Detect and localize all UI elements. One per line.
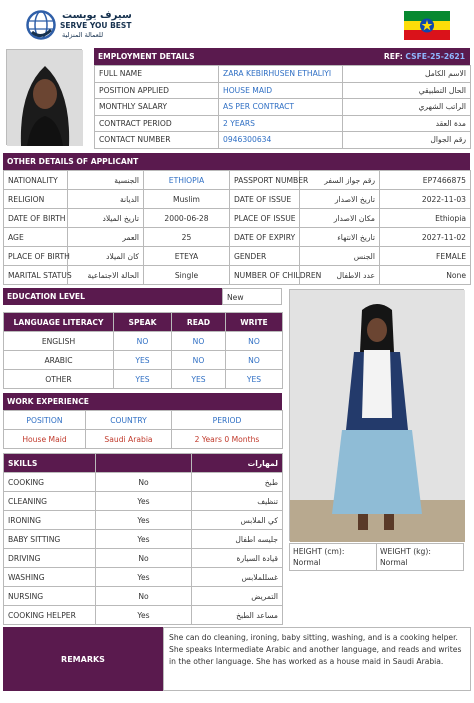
employment-label: POSITION APPLIED [95, 82, 219, 99]
skill-row [4, 549, 283, 568]
education-level-header [3, 288, 222, 305]
applicant-portrait-photo [6, 49, 82, 145]
other-details-row [4, 190, 471, 209]
language-literacy-table [3, 312, 283, 389]
skill-name: IRONING [4, 511, 96, 530]
work-experience-table [3, 410, 283, 449]
detail-label-arabic: تاريخ الميلاد [68, 209, 144, 228]
ref-label: REF: [383, 52, 403, 61]
employment-row [95, 115, 471, 132]
detail-value: Single [144, 266, 230, 285]
other-details-title: OTHER DETAILS OF APPLICANT [7, 157, 139, 166]
employment-label-arabic: الاسم الكامل [343, 66, 471, 83]
skill-name-arabic: التمريض [192, 587, 283, 606]
work-experience-title: WORK EXPERIENCE [7, 397, 89, 406]
language-read: NO [172, 332, 226, 351]
language-name: ARABIC [4, 351, 114, 370]
detail-value: EP7466875 [380, 171, 471, 190]
employment-value: AS PER CONTRACT [219, 99, 343, 116]
language-header-speak: SPEAK [114, 313, 172, 332]
detail-label-arabic: الديانة [68, 190, 144, 209]
detail-label: DATE OF EXPIRY [230, 228, 300, 247]
height-label: HEIGHT (cm): [293, 547, 345, 556]
skill-name: DRIVING [4, 549, 96, 568]
detail-label-arabic: العمر [68, 228, 144, 247]
logo-english: SERVE YOU BEST [60, 21, 132, 30]
detail-label-arabic: الحالة الاجتماعية [68, 266, 144, 285]
work-header-position: POSITION [4, 411, 86, 430]
weight-box [376, 543, 464, 571]
employment-row [95, 82, 471, 99]
language-header-write: WRITE [226, 313, 283, 332]
language-header-read: READ [172, 313, 226, 332]
language-header-literacy: LANGUAGE LITERACY [4, 313, 114, 332]
skill-row [4, 568, 283, 587]
language-speak: NO [114, 332, 172, 351]
employment-label-arabic: رقم الجوال [343, 132, 471, 149]
skill-name: COOKING HELPER [4, 606, 96, 625]
employment-value: HOUSE MAID [219, 82, 343, 99]
skills-title: SKILLS [4, 454, 96, 473]
skill-row [4, 587, 283, 606]
skill-name-arabic: قيادة السيارة [192, 549, 283, 568]
other-details-row [4, 209, 471, 228]
language-row [4, 332, 283, 351]
skill-row [4, 530, 283, 549]
detail-label: NUMBER OF CHILDREN [230, 266, 300, 285]
language-speak: YES [114, 351, 172, 370]
skill-value: Yes [96, 606, 192, 625]
employment-details-header [94, 48, 470, 65]
detail-label: MARITAL STATUS [4, 266, 68, 285]
detail-value: FEMALE [380, 247, 471, 266]
other-details-row [4, 266, 471, 285]
skill-name: BABY SITTING [4, 530, 96, 549]
detail-value: ETHIOPIA [144, 171, 230, 190]
employment-row [95, 66, 471, 83]
skill-row [4, 606, 283, 625]
detail-value: 2022-11-03 [380, 190, 471, 209]
language-row [4, 370, 283, 389]
detail-label: NATIONALITY [4, 171, 68, 190]
remarks-text: She can do cleaning, ironing, baby sitting, washing, and is a cooking helper. She speaks Intermediate Arabic and another language, and reads and writes in the other language. She has worked as a house maid in Saudi Arabia. [163, 627, 471, 691]
weight-value: Normal [380, 558, 408, 567]
work-position-value: House Maid [4, 430, 86, 449]
detail-label: PLACE OF ISSUE [230, 209, 300, 228]
skill-name: WASHING [4, 568, 96, 587]
detail-value: Ethiopia [380, 209, 471, 228]
detail-label-arabic: مكان الاصدار [300, 209, 380, 228]
employment-value: 0946300634 [219, 132, 343, 149]
language-name: OTHER [4, 370, 114, 389]
work-header-country: COUNTRY [86, 411, 172, 430]
detail-label-arabic: الجنسية [68, 171, 144, 190]
language-name: ENGLISH [4, 332, 114, 351]
detail-label-arabic: تاريخ الاصدار [300, 190, 380, 209]
other-details-row [4, 171, 471, 190]
remarks-label: REMARKS [3, 627, 163, 691]
skill-row [4, 492, 283, 511]
agency-logo [26, 10, 138, 42]
detail-label-arabic: كان الميلاد [68, 247, 144, 266]
skill-value: No [96, 587, 192, 606]
ethiopia-flag-icon [404, 11, 450, 40]
detail-value: 25 [144, 228, 230, 247]
other-details-row [4, 228, 471, 247]
detail-label: RELIGION [4, 190, 68, 209]
language-read: YES [172, 370, 226, 389]
detail-label: PASSPORT NUMBER [230, 171, 300, 190]
work-country-value: Saudi Arabia [86, 430, 172, 449]
skill-name-arabic: غسللملابس [192, 568, 283, 587]
skill-value: Yes [96, 511, 192, 530]
skill-name-arabic: جليسه اطفال [192, 530, 283, 549]
employment-label: CONTACT NUMBER [95, 132, 219, 149]
skill-name-arabic: مساعد الطبخ [192, 606, 283, 625]
employment-details-title: EMPLOYMENT DETAILS [98, 52, 195, 61]
skill-name-arabic: تنظيف [192, 492, 283, 511]
employment-label-arabic: الحال التطبيقي [343, 82, 471, 99]
detail-label-arabic: عدد الاطفال [300, 266, 380, 285]
skill-name-arabic: كي الملابس [192, 511, 283, 530]
detail-label-arabic: رقم جواز السفر [300, 171, 380, 190]
detail-value: Muslim [144, 190, 230, 209]
employment-label: CONTRACT PERIOD [95, 115, 219, 132]
skill-value: No [96, 549, 192, 568]
skill-value: Yes [96, 492, 192, 511]
skill-name: NURSING [4, 587, 96, 606]
employment-value: 2 YEARS [219, 115, 343, 132]
height-value: Normal [293, 558, 321, 567]
employment-row [95, 99, 471, 116]
detail-label: DATE OF BIRTH [4, 209, 68, 228]
skill-name-arabic: طبخ [192, 473, 283, 492]
employment-label-arabic: مدة العقد [343, 115, 471, 132]
skill-value: Yes [96, 530, 192, 549]
detail-value: 2027-11-02 [380, 228, 471, 247]
detail-label: GENDER [230, 247, 300, 266]
detail-label: DATE OF ISSUE [230, 190, 300, 209]
skill-name: COOKING [4, 473, 96, 492]
language-read: NO [172, 351, 226, 370]
skill-name: CLEANING [4, 492, 96, 511]
skill-row [4, 511, 283, 530]
education-level-label: EDUCATION LEVEL [7, 292, 85, 301]
language-row [4, 351, 283, 370]
education-level-value: New [222, 288, 282, 305]
detail-value: 2000-06-28 [144, 209, 230, 228]
language-write: YES [226, 370, 283, 389]
detail-value: None [380, 266, 471, 285]
applicant-full-body-photo [289, 289, 464, 541]
detail-label-arabic: الجنس [300, 247, 380, 266]
other-details-header [3, 153, 470, 170]
employment-label: MONTHLY SALARY [95, 99, 219, 116]
employment-value: ZARA KEBIRHUSEN ETHALIYI [219, 66, 343, 83]
weight-label: WEIGHT (kg): [380, 547, 431, 556]
detail-label: PLACE OF BIRTH [4, 247, 68, 266]
logo-arabic: سيرف يوبست [62, 10, 132, 21]
skills-title-arabic: لمهارات [192, 454, 283, 473]
language-write: NO [226, 332, 283, 351]
work-experience-header [3, 393, 282, 410]
language-speak: YES [114, 370, 172, 389]
work-header-period: PERIOD [172, 411, 283, 430]
detail-value: ETEYA [144, 247, 230, 266]
work-period-value: 2 Years 0 Months [172, 430, 283, 449]
skills-table [3, 453, 283, 625]
employment-label-arabic: الراتب الشهري [343, 99, 471, 116]
height-box [289, 543, 377, 571]
skill-value: Yes [96, 568, 192, 587]
ref-value: CSFE-25-2621 [405, 52, 465, 61]
employment-details-table [94, 65, 471, 149]
language-write: NO [226, 351, 283, 370]
skill-row [4, 473, 283, 492]
employment-row [95, 132, 471, 149]
detail-label-arabic: تاريخ الانتهاء [300, 228, 380, 247]
employment-label: FULL NAME [95, 66, 219, 83]
logo-sub-arabic: للعمالة المنزلية [62, 31, 104, 39]
other-details-row [4, 247, 471, 266]
other-details-table [3, 170, 471, 285]
detail-label: AGE [4, 228, 68, 247]
skill-value: No [96, 473, 192, 492]
globe-logo-icon [26, 10, 56, 40]
